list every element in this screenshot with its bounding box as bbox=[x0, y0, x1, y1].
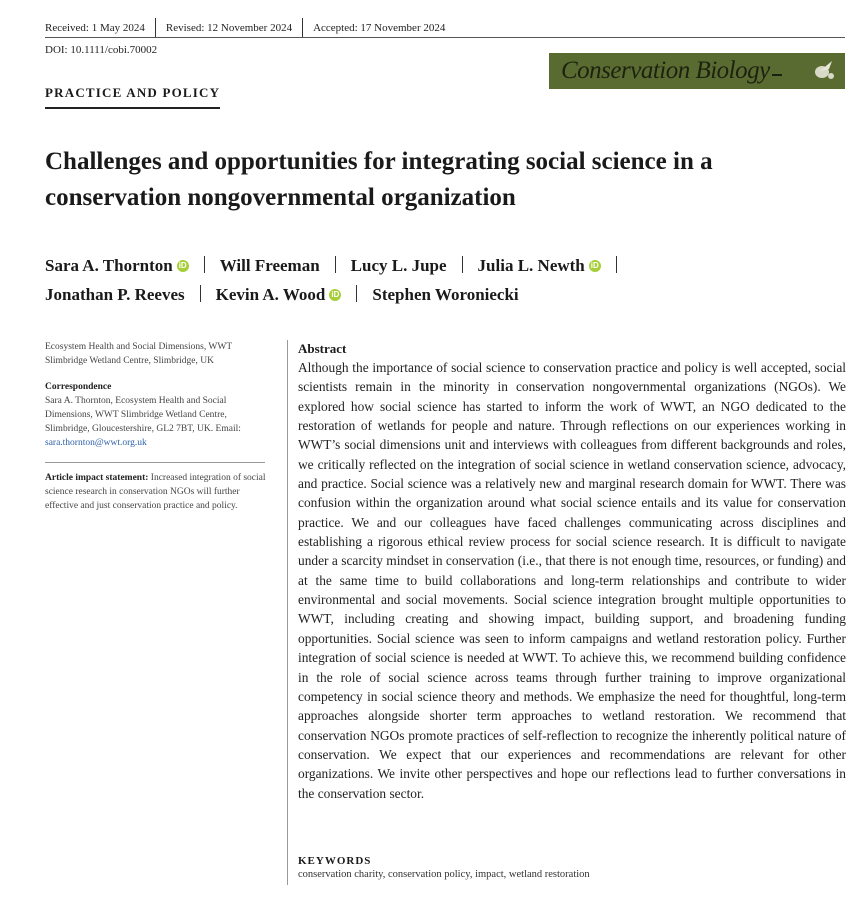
author[interactable] bbox=[372, 280, 518, 309]
section-label: PRACTICE AND POLICY bbox=[45, 85, 220, 109]
author-name: Sara A. Thornton bbox=[45, 256, 173, 275]
date-item: Received: 1 May 2024 bbox=[45, 21, 145, 34]
affiliation: Ecosystem Health and Social Dimensions, WWT Slimbridge Wetland Centre, Slimbridge, UK bbox=[45, 342, 232, 366]
date-item: Revised: 12 November 2024 bbox=[165, 21, 293, 34]
author-name: Will Freeman bbox=[219, 256, 320, 275]
abstract-body: Although the importance of social science to conservation practice and policy is well accepted, social scientists remain in the minority in conservation nongovernmental organizations (NGOs). We explored how social science has started to inform the work of WWT, an NGO dedicated to the restoration of wetlands for people and nature. Through reflections on our experiences working in WWT’s social dimensions unit and interviews with colleagues from different backgrounds and roles, we critically reflected on the integration of social science in wetland conservation science, advocacy, and practice. Social science was a relatively new and marginal research domain for WWT. There was confusion within the organization around what social science entails and its value for conservation practice. We and our colleagues have faced challenges communicating across disciplines and establishing a rigorous ethical review process for social science research. It is difficult to navigate under a scarcity mindset in conservation (i.e., that there is not enough time, resources, or funding) and at the same time to build collaborations and long-term relationships and contribute to wider environmental and social movements. Social science integration brought multiple opportunities to WWT, including creating and showing impact, building support, and broadening funding opportunities. Social science was seen to inform campaigns and wetland restoration policy. Further integration of social science is needed at WWT. To achieve this, we recommend building confidence in the role of social science across teams through further training to improve organizational competency in social science theory and methods. We emphasize the need for thoughtful, long-term approaches alongside shorter term approaches to wetland restoration. We recommend that conservation NGOs promote practices of self-reflection to recognize the inherently political nature of conservation. We expect that our experiences and recommendations are relevant for other organizations. We invite other perspectives and hope our reflections lead to further conversations in the conservation sector. bbox=[298, 360, 846, 801]
author[interactable] bbox=[351, 251, 447, 280]
author-list bbox=[45, 251, 845, 309]
correspondence bbox=[45, 380, 270, 450]
correspondence-text: Sara A. Thornton, Ecosystem Health and Social Dimensions, WWT Slimbridge Wetland Centre, Slimbridge, Gloucestershire, GL2 7BT, UK. Email: bbox=[45, 396, 241, 434]
author-name: Kevin A. Wood bbox=[215, 285, 326, 304]
sidebar-divider bbox=[45, 462, 265, 463]
keywords bbox=[298, 855, 846, 880]
impact-heading: Article impact statement: bbox=[45, 473, 149, 483]
header-rule bbox=[45, 37, 845, 38]
abstract-heading: Abstract bbox=[298, 341, 347, 356]
journal-name: Conservation Biology bbox=[561, 57, 782, 85]
author[interactable] bbox=[216, 280, 342, 309]
author-name: Stephen Woroniecki bbox=[372, 285, 519, 304]
correspondence-heading: Correspondence bbox=[45, 382, 112, 392]
abstract bbox=[298, 341, 846, 803]
author-name: Lucy L. Jupe bbox=[350, 256, 447, 275]
date-separator bbox=[155, 18, 156, 37]
orcid-icon[interactable]: iD bbox=[331, 289, 340, 299]
author[interactable] bbox=[45, 251, 189, 280]
correspondence-email[interactable]: sara.thornton@wwt.org.uk bbox=[45, 438, 147, 448]
abstract-divider bbox=[287, 340, 288, 885]
orcid-icon[interactable]: iD bbox=[178, 260, 187, 270]
date-separator bbox=[302, 18, 303, 37]
date-item: Accepted: 17 November 2024 bbox=[313, 21, 446, 34]
author-separator bbox=[462, 256, 463, 273]
author[interactable] bbox=[45, 280, 185, 309]
received-dates bbox=[45, 18, 445, 37]
article-sidebar bbox=[45, 340, 270, 513]
journal-logo bbox=[549, 53, 845, 89]
author-name: Julia L. Newth bbox=[477, 256, 585, 275]
author-separator bbox=[204, 256, 205, 273]
author[interactable] bbox=[478, 251, 601, 280]
article-title: Challenges and opportunities for integrating social science in a conservation nongovernmental organization bbox=[45, 148, 713, 211]
orcid-icon[interactable]: iD bbox=[590, 260, 599, 270]
keywords-list: conservation charity, conservation policy, impact, wetland restoration bbox=[298, 869, 590, 880]
doi[interactable]: DOI: 10.1111/cobi.70002 bbox=[45, 44, 158, 56]
author-separator bbox=[335, 256, 336, 273]
author-separator bbox=[356, 285, 357, 302]
author-separator bbox=[616, 256, 617, 273]
keywords-heading: KEYWORDS bbox=[298, 855, 372, 867]
impact-text: Increased integration of social science research in conservation NGOs will further effective and just conservation practice and policy. bbox=[45, 473, 266, 511]
author[interactable] bbox=[220, 251, 320, 280]
leaf-icon bbox=[811, 59, 837, 83]
impact-statement bbox=[45, 471, 270, 513]
author-separator bbox=[200, 285, 201, 302]
author-name: Jonathan P. Reeves bbox=[45, 285, 185, 304]
